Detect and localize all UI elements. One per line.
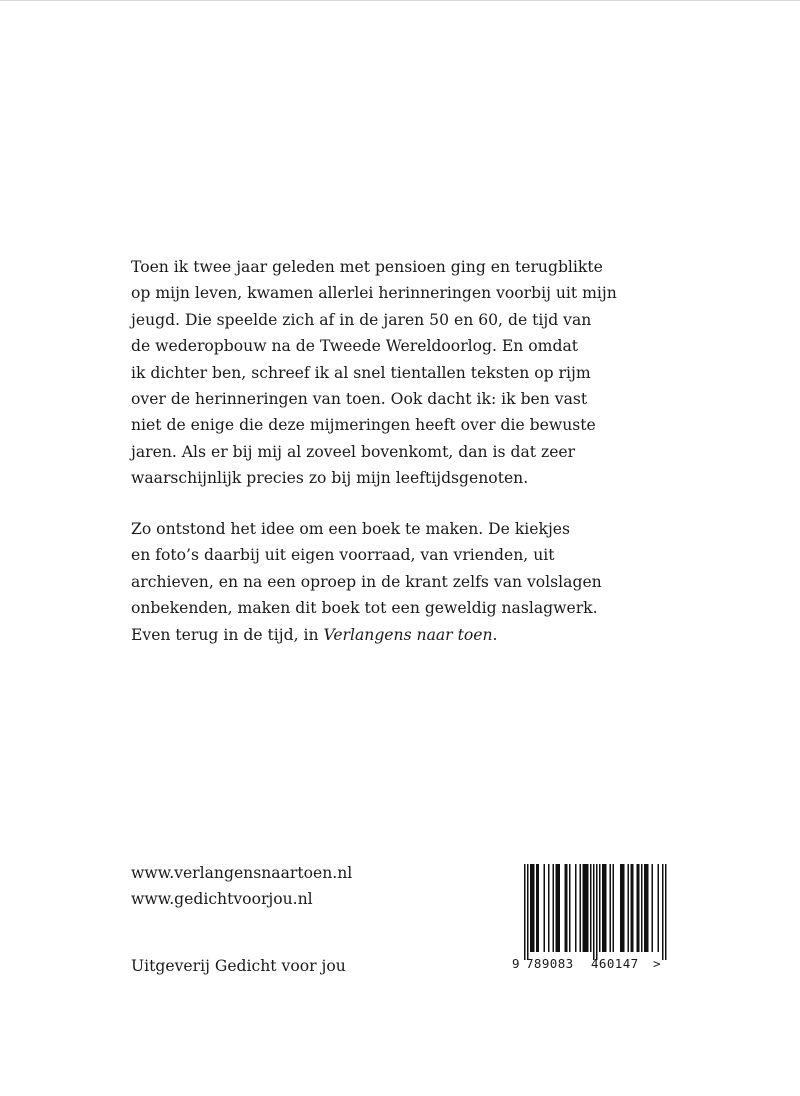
barcode-bar xyxy=(596,864,598,960)
blurb-line: de wederopbouw na de Tweede Wereldoorlog. En omdat xyxy=(131,337,579,356)
barcode-bar xyxy=(599,864,601,952)
barcode-bar xyxy=(623,864,625,952)
barcode-bar xyxy=(590,864,592,952)
barcode-bar xyxy=(647,864,649,952)
barcode-bar xyxy=(652,864,654,952)
blurb-line: waarschijnlijk precies zo bij mijn leeftijdsgenoten. xyxy=(131,469,529,488)
barcode-bar xyxy=(631,864,633,952)
final-line-prefix: Even terug in de tijd, in xyxy=(131,625,324,644)
barcode-bar xyxy=(559,864,561,952)
website-link-verlangensnaartoen[interactable]: www.verlangensnaartoen.nl xyxy=(131,864,353,882)
barcode-bar xyxy=(637,864,639,952)
barcode-bars xyxy=(512,864,672,962)
blurb-paragraph-2 xyxy=(131,516,651,648)
barcode-group-2: 460147 xyxy=(591,956,639,971)
barcode-bar xyxy=(665,864,667,960)
barcode-bar xyxy=(580,864,582,952)
barcode-bar xyxy=(593,864,595,960)
blurb-line: archieven, en na een oproep in de krant zelfs van volslagen xyxy=(131,572,602,591)
barcode-bar xyxy=(632,864,634,952)
blurb-line: Toen ik twee jaar geleden met pensioen ging en terugblikte xyxy=(131,258,603,276)
website-links xyxy=(131,860,352,912)
barcode-bar xyxy=(586,864,588,952)
barcode-bar xyxy=(610,864,612,952)
publisher-name: Uitgeverij Gedicht voor jou xyxy=(131,957,346,975)
barcode-bar xyxy=(587,864,589,952)
barcode-bar xyxy=(566,864,568,952)
barcode-bar xyxy=(602,864,604,952)
book-title: Verlangens naar toen xyxy=(323,625,493,644)
barcode-bar xyxy=(569,864,571,952)
barcode-bar xyxy=(641,864,643,952)
barcode-bar xyxy=(604,864,606,952)
barcode-bar xyxy=(628,864,630,952)
blurb-line: op mijn leven, kwamen allerlei herinneringen voorbij uit mijn xyxy=(131,284,617,303)
blurb-line: en foto’s daarbij uit eigen voorraad, van vrienden, uit xyxy=(131,546,555,565)
barcode-bar xyxy=(524,864,526,960)
barcode-bar xyxy=(544,864,546,952)
isbn-barcode xyxy=(512,864,672,984)
barcode-lead-digit: 9 xyxy=(512,956,520,971)
barcode-bar xyxy=(605,864,607,952)
barcode-bar xyxy=(622,864,624,952)
barcode-bar xyxy=(565,864,567,952)
barcode-bar xyxy=(638,864,640,952)
barcode-bar xyxy=(533,864,535,952)
blurb-paragraph-1 xyxy=(131,254,651,492)
barcode-bar xyxy=(575,864,577,952)
barcode-bar xyxy=(536,864,538,952)
barcode-bar xyxy=(530,864,532,952)
barcode-bar xyxy=(620,864,622,952)
barcode-bar xyxy=(556,864,558,952)
barcode-bar xyxy=(584,864,586,952)
top-border-line xyxy=(0,0,800,1)
final-line-suffix: . xyxy=(492,625,498,644)
blurb-line: Zo ontstond het idee om een boek te maken. De kiekjes xyxy=(131,520,571,538)
blurb-line: ik dichter ben, schreef ik al snel tientallen teksten op rijm xyxy=(131,363,591,382)
barcode-group-1: 789083 xyxy=(526,956,574,971)
barcode-bar xyxy=(553,864,555,952)
barcode-bar xyxy=(613,864,615,952)
barcode-bar xyxy=(538,864,540,952)
barcode-bar xyxy=(527,864,529,960)
barcode-bar xyxy=(658,864,660,952)
barcode-bar xyxy=(646,864,648,952)
blurb-final-line xyxy=(131,622,651,648)
barcode-bar xyxy=(644,864,646,952)
website-link-gedichtvoorjou[interactable]: www.gedichtvoorjou.nl xyxy=(131,890,313,908)
blurb-line: onbekenden, maken dit boek tot een geweldig naslagwerk. xyxy=(131,599,598,618)
barcode-bar xyxy=(662,864,664,960)
barcode-bar xyxy=(532,864,534,952)
blurb-line: over de herinneringen van toen. Ook dacht ik: ik ben vast xyxy=(131,390,588,409)
barcode-bar xyxy=(548,864,550,952)
barcode-end-marker: > xyxy=(653,956,661,971)
blurb-line: jeugd. Die speelde zich af in de jaren 50 en 60, de tijd van xyxy=(131,310,592,329)
blurb-line: niet de enige die deze mijmeringen heeft over die bewuste xyxy=(131,416,596,435)
blurb-line: jaren. Als er bij mij al zoveel bovenkomt, dan is dat zeer xyxy=(131,442,576,461)
barcode-bar xyxy=(557,864,559,952)
barcode-bar xyxy=(583,864,585,952)
